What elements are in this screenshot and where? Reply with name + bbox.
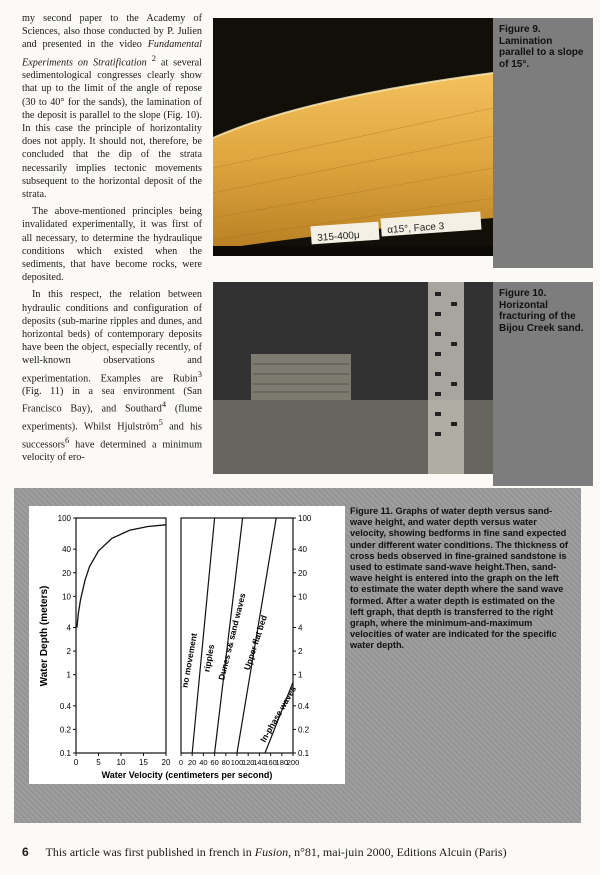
right-x-tick-label-3: 60 <box>210 758 219 767</box>
figure-11-caption: Figure 11. Graphs of water depth versus sand-wave height, and water depth versus water velocity, showing bedforms in fine sand expected under different water conditions. The thickness of cross beds observed in fine-grained sandstone is used to estimate sand-wave height.Then, sand-wave height is entered into the graph on the left to estimate the water depth where the sand wave formed. After a water depth is estimated on the left graph, that depth is transferred to the right graph, where the minimum-and-maximum velocities of water are indicated for the specific water depth. <box>350 506 568 651</box>
right-x-tick-label-4: 80 <box>221 758 230 767</box>
right-axis-ticks <box>179 514 312 767</box>
article-body <box>22 12 202 468</box>
figure-10-caption: Figure 10. Horizontal fracturing of the Bijou Creek sand. <box>493 282 593 486</box>
photo-label-left: 315-400μ <box>316 229 361 244</box>
left-y-tick-label-7: 20 <box>62 568 71 578</box>
figure-11-graphs <box>29 506 345 784</box>
figure-9-image <box>213 18 493 256</box>
photo-label-right: α15°, Face 3 <box>386 221 445 237</box>
left-y-tick-label-4: 2 <box>66 647 71 657</box>
right-y-tick-label-1: 0.2 <box>298 725 310 735</box>
left-y-tick-label-6: 10 <box>62 592 71 602</box>
paragraph-2: The above-mentioned principles being invalidated experimentally, it was first of all necessary, to determine the hydraulique conditions which existed when the sediments, that have become rocks, were deposited. <box>22 206 202 284</box>
figure-11-svg <box>29 506 345 784</box>
right-x-tick-label-8: 160 <box>264 758 277 767</box>
right-x-tick-label-1: 20 <box>188 758 197 767</box>
region-label-4: In-phase waves <box>258 684 299 744</box>
right-y-tick-label-5: 4 <box>298 623 303 633</box>
x-axis-label: Water Velocity (centimeters per second) <box>101 770 273 780</box>
journal-name: Fusion <box>254 845 289 859</box>
figure-9-caption: Figure 9. Lamination parallel to a slope of 15°. <box>493 18 593 268</box>
right-x-tick-label-5: 100 <box>230 758 244 767</box>
right-x-tick-label-9: 180 <box>275 758 289 767</box>
left-axis-ticks <box>58 514 171 767</box>
right-y-tick-label-0: 0.1 <box>298 749 310 758</box>
region-label-0: no movement <box>179 632 199 689</box>
right-y-tick-label-4: 2 <box>298 647 303 657</box>
right-regions <box>180 518 299 753</box>
right-y-tick-label-2: 0.4 <box>298 701 310 711</box>
right-y-tick-label-3: 1 <box>298 670 303 680</box>
left-x-tick-label-3: 15 <box>139 758 148 767</box>
figure-10-photo <box>213 282 493 474</box>
left-graph-frame <box>76 518 166 753</box>
left-y-tick-label-1: 0.2 <box>59 725 71 735</box>
left-curve <box>77 525 166 628</box>
left-x-tick-label-4: 20 <box>161 758 171 767</box>
page-number: 6 <box>22 845 29 859</box>
left-y-tick-label-5: 4 <box>66 623 71 633</box>
figure-10-image <box>213 282 493 474</box>
right-x-tick-label-0: 0 <box>178 758 184 767</box>
left-x-tick-label-1: 5 <box>96 758 101 767</box>
region-label-2: Dunes s& sand waves <box>216 592 248 682</box>
right-x-tick-label-10: 200 <box>286 758 300 767</box>
left-y-tick-label-8: 40 <box>62 545 71 555</box>
figure-9-photo <box>213 18 493 256</box>
left-y-tick-label-3: 1 <box>66 670 71 680</box>
paragraph-3: In this respect, the relation between hydraulic conditions and configuration of deposits (sub-marine ripples and dunes, and horizontal beds) of contemporary deposits have been the object, especially recently, of well-known observations and experimentation. Examples are Rubin$^3$ (Fig. 11) in a sea environment (San Francisco Bay), and Southard$^4$ (flume experiments). Whilst Hjulström$^5$ and his successors$^6$ have determined a minimum velocity of ero- <box>22 289 203 464</box>
right-y-tick-label-8: 40 <box>298 545 307 555</box>
y-axis-label: Water Depth (meters) <box>39 585 50 687</box>
paragraph-1: my second paper to the Academy of Sciences, also those conducted by P. Julien and presented in the video Fundamental Experiments on Stratification $^2$ at several sedimentological congresses clearly show that up to the limit of the angle of repose (30 to 40° for the sands), the lamination of the deposit is parallel to the slope (Fig. 10). In this case the principle of horizontality does not apply. It should not, therefore, be concluded that the dip of the strata necessarily implies tectonic movements subsequent to the horizontal deposit of the strata. <box>22 13 203 201</box>
left-curve-line <box>77 525 166 628</box>
right-x-tick-label-7: 140 <box>253 758 266 767</box>
left-x-tick-label-2: 10 <box>116 758 126 767</box>
video-title: Fundamental Experiments on Stratification <box>22 39 203 68</box>
right-y-tick-label-6: 10 <box>298 592 307 602</box>
left-y-tick-label-2: 0.4 <box>59 701 71 711</box>
left-y-tick-label-9: 100 <box>57 514 71 523</box>
left-y-tick-label-0: 0.1 <box>59 749 71 758</box>
right-y-tick-label-7: 20 <box>298 568 307 578</box>
right-x-tick-label-2: 40 <box>199 758 208 767</box>
region-label-3: Upper flat bed <box>241 613 270 672</box>
right-y-tick-label-9: 100 <box>298 514 312 523</box>
page-footer: 6 This article was first published in french in Fusion, n°81, mai-juin 2000, Editions Alcuin (Paris) <box>22 845 507 859</box>
left-x-tick-label-0: 0 <box>73 758 79 767</box>
right-x-tick-label-6: 120 <box>241 758 255 767</box>
region-label-1: ripples <box>201 643 217 673</box>
